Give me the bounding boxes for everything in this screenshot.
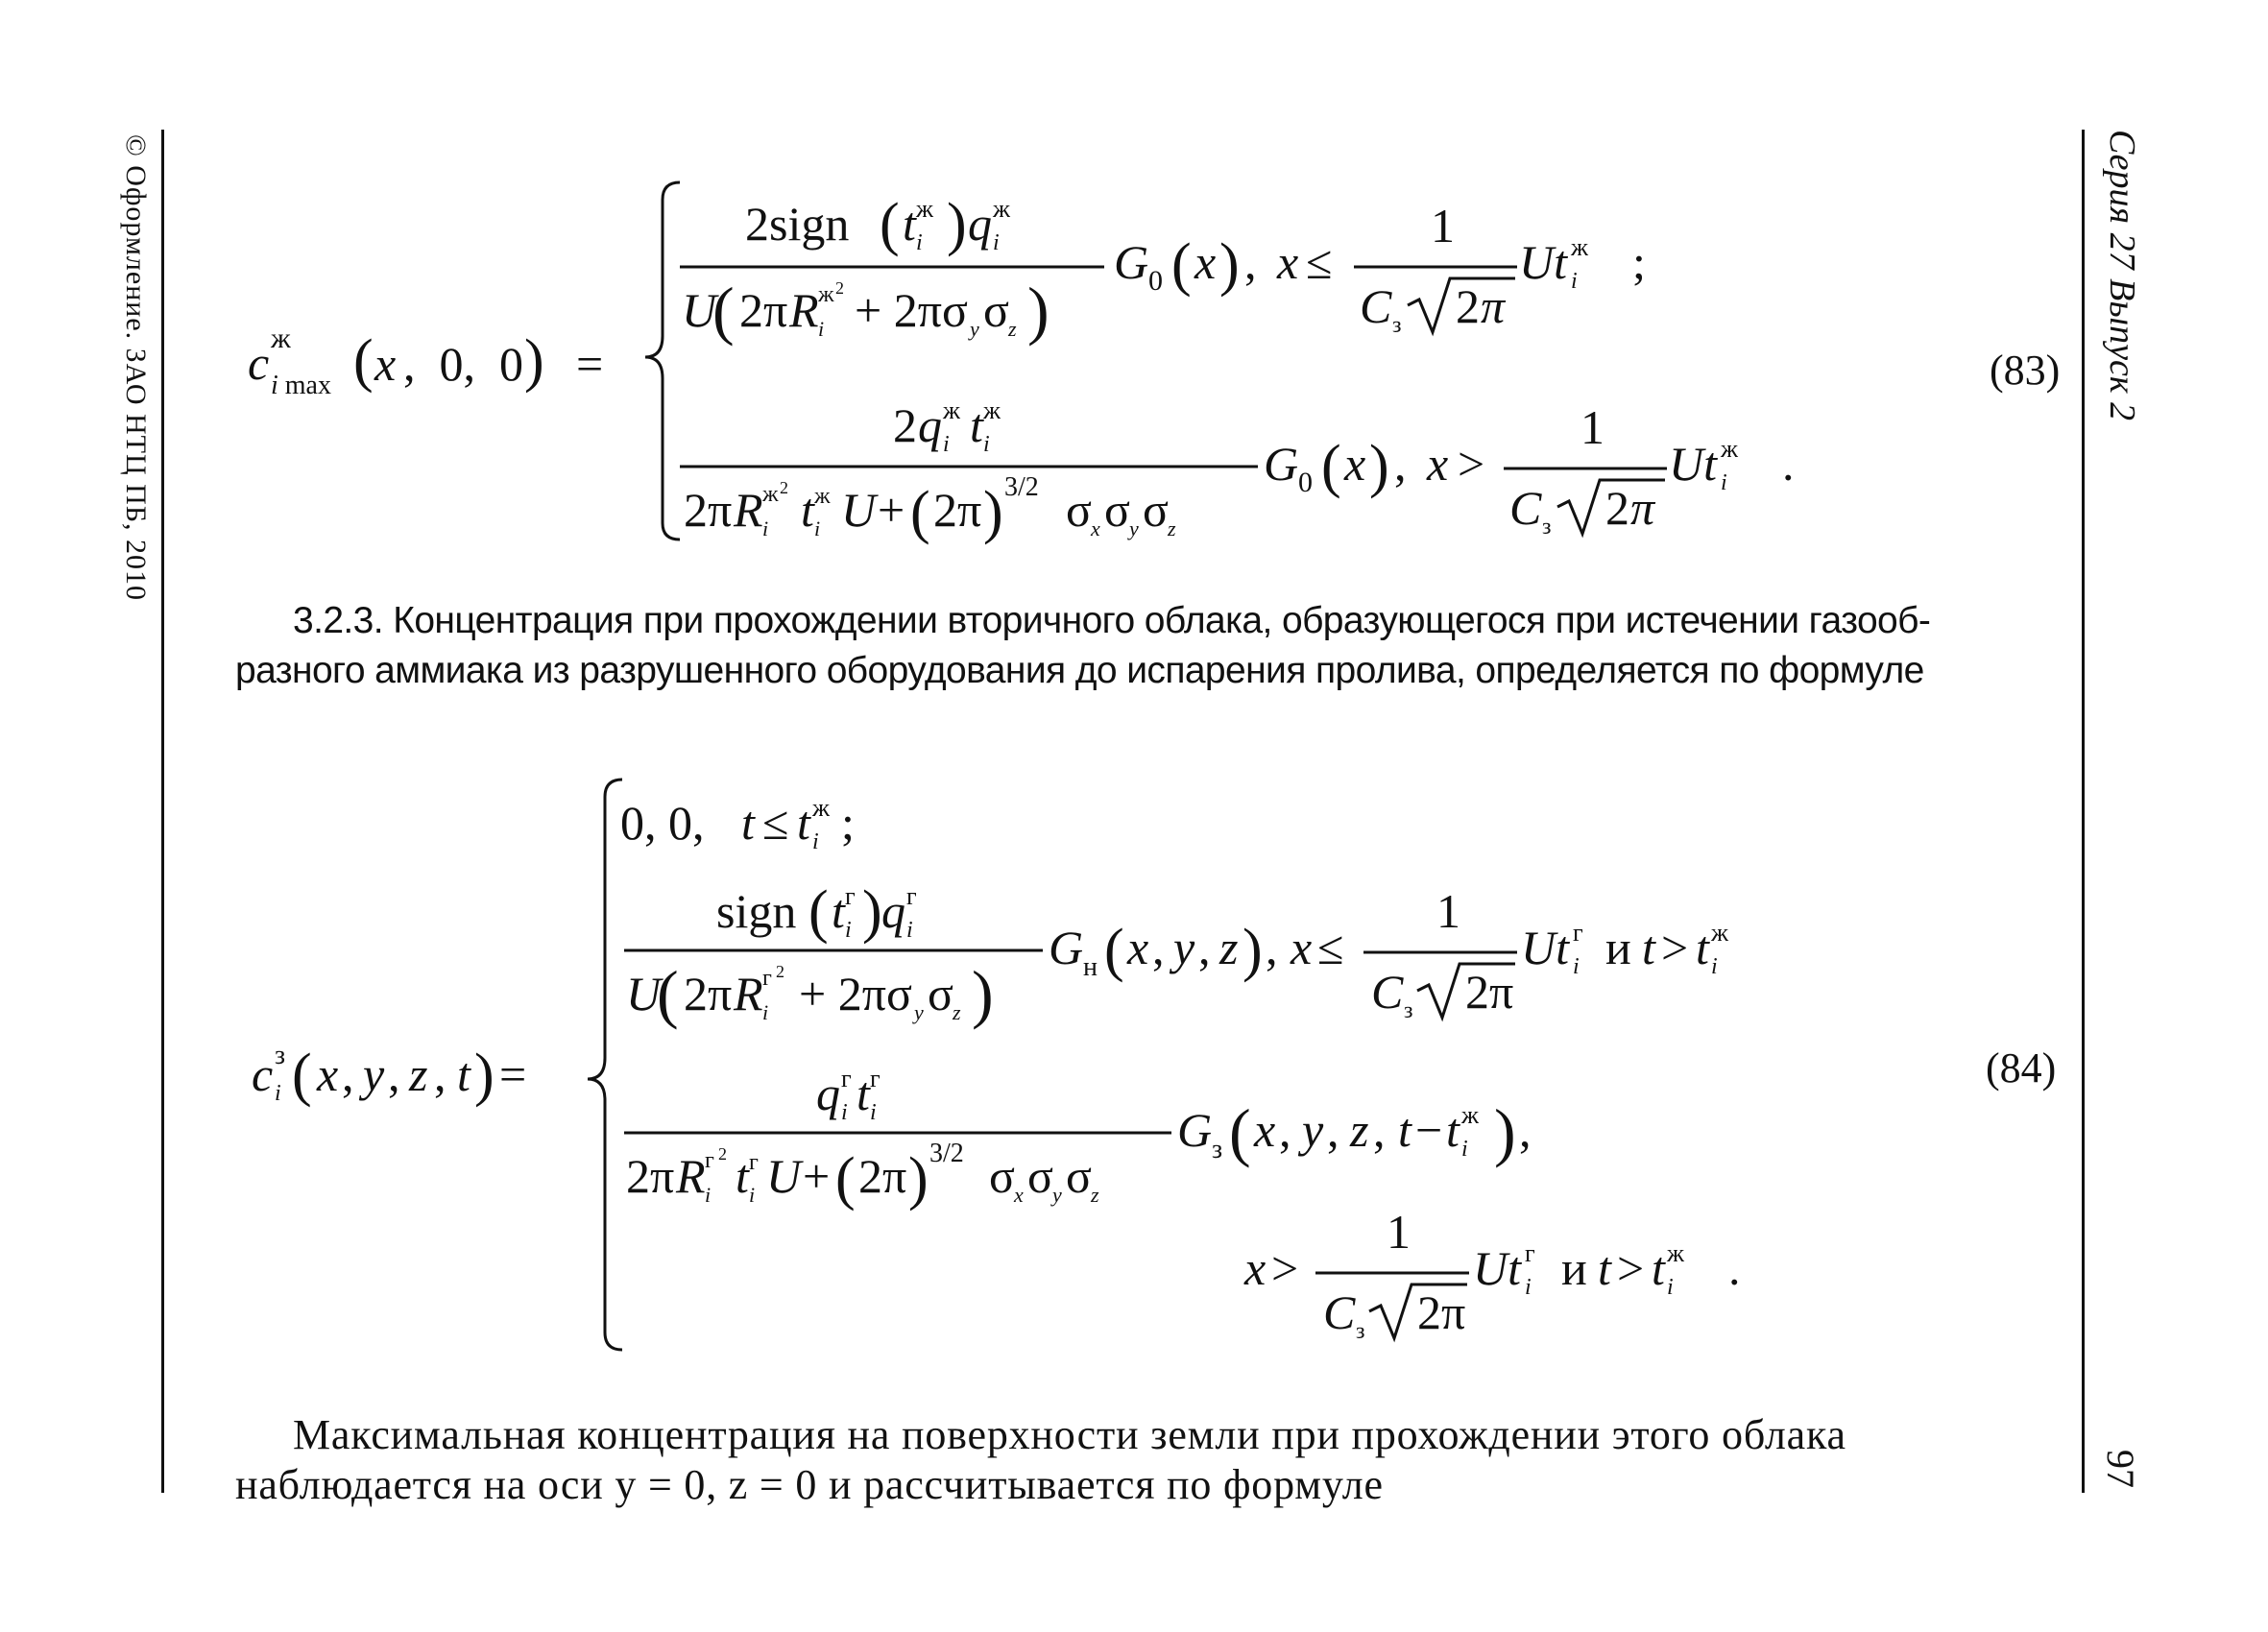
svg-text:Ut: Ut xyxy=(1669,437,1717,491)
svg-text:sign: sign xyxy=(716,884,797,938)
svg-text:t: t xyxy=(1398,1103,1411,1157)
svg-text:C: C xyxy=(1360,279,1392,333)
equation-83 xyxy=(0,144,2064,566)
svg-text:G: G xyxy=(1264,437,1299,491)
svg-text:i: i xyxy=(841,1100,848,1125)
svg-text:G: G xyxy=(1114,235,1149,289)
svg-text:z: z xyxy=(953,1000,961,1024)
svg-text:(: ( xyxy=(292,1043,312,1108)
svg-text:2π: 2π xyxy=(684,967,733,1020)
svg-text:z: z xyxy=(1168,516,1176,540)
svg-text:3/2: 3/2 xyxy=(1004,472,1039,502)
svg-text:,: , xyxy=(1373,1103,1386,1157)
svg-text:): ) xyxy=(947,192,967,257)
svg-text:x: x xyxy=(1427,437,1449,491)
svg-text:=: = xyxy=(576,337,604,391)
svg-text:2π: 2π xyxy=(1465,965,1514,1019)
svg-text:ж: ж xyxy=(1571,233,1588,261)
svg-text:ж: ж xyxy=(943,396,960,424)
svg-text:г: г xyxy=(762,966,772,991)
svg-text:(: ( xyxy=(712,274,735,347)
svg-text:): ) xyxy=(1243,918,1263,983)
svg-text:y: y xyxy=(1052,1183,1062,1207)
svg-text:R: R xyxy=(734,967,763,1020)
svg-text:г: г xyxy=(749,1150,759,1175)
svg-text:t: t xyxy=(1446,1103,1460,1157)
svg-text:i: i xyxy=(762,516,769,540)
svg-text:i: i xyxy=(818,317,825,341)
svg-text:и: и xyxy=(1561,1241,1587,1295)
svg-text:i: i xyxy=(916,230,923,255)
svg-text:.: . xyxy=(1782,437,1795,491)
svg-text:,: , xyxy=(388,1047,400,1101)
svg-text:): ) xyxy=(1027,274,1050,347)
svg-text:Ut: Ut xyxy=(1473,1241,1521,1295)
svg-text:,: , xyxy=(1519,1103,1532,1157)
svg-text:U: U xyxy=(841,483,877,537)
svg-text:г: г xyxy=(906,882,917,910)
svg-text:x: x xyxy=(1291,921,1313,974)
svg-text:0: 0 xyxy=(1148,265,1163,297)
svg-text:y: y xyxy=(1129,516,1139,540)
svg-text:>: > xyxy=(1617,1241,1645,1295)
svg-text:2π: 2π xyxy=(739,283,788,337)
svg-text:,: , xyxy=(434,1047,446,1101)
svg-text:ж: ж xyxy=(1667,1239,1684,1267)
right-margin-rule xyxy=(2082,130,2085,1493)
svg-text:н: н xyxy=(1083,952,1098,982)
svg-text:y: y xyxy=(1173,921,1195,974)
svg-text:2sign: 2sign xyxy=(745,197,850,251)
page-number: 97 xyxy=(2099,1450,2142,1488)
svg-text:2: 2 xyxy=(1456,279,1480,333)
svg-text:2π: 2π xyxy=(858,1149,907,1203)
svg-text:σ: σ xyxy=(1066,1149,1092,1203)
svg-text:z: z xyxy=(1091,1183,1099,1207)
svg-text:t: t xyxy=(797,796,810,850)
svg-text:−: − xyxy=(1415,1103,1443,1157)
svg-text:z: z xyxy=(409,1047,428,1101)
svg-text:t: t xyxy=(741,796,755,850)
svg-text:t: t xyxy=(801,483,814,537)
svg-text:U: U xyxy=(626,967,662,1020)
svg-text:σ: σ xyxy=(1066,483,1092,537)
svg-text:): ) xyxy=(908,1146,929,1212)
svg-text:≤: ≤ xyxy=(1317,921,1344,974)
svg-text:ж: ж xyxy=(916,195,933,223)
svg-text:z: z xyxy=(1219,921,1239,974)
svg-text:г: г xyxy=(705,1148,714,1173)
svg-text:i: i xyxy=(1571,269,1578,294)
svg-text:,: , xyxy=(1327,1103,1339,1157)
svg-text:t: t xyxy=(1598,1241,1611,1295)
svg-text:): ) xyxy=(1494,1095,1516,1168)
svg-text:2π: 2π xyxy=(1417,1285,1466,1339)
svg-text:(: ( xyxy=(657,957,679,1030)
svg-text:i: i xyxy=(814,516,821,540)
svg-text:Ut: Ut xyxy=(1521,921,1569,974)
svg-text:0, 0,: 0, 0, xyxy=(620,796,729,850)
svg-text:c: c xyxy=(252,1047,274,1101)
svg-text:(: ( xyxy=(353,328,374,394)
svg-text:i: i xyxy=(1721,470,1727,495)
svg-text:σ: σ xyxy=(989,1149,1015,1203)
svg-text:;: ; xyxy=(841,796,855,850)
svg-text:=: = xyxy=(499,1047,527,1101)
equation-84-number: (84) xyxy=(1986,1044,2057,1092)
svg-text:2: 2 xyxy=(893,398,917,452)
svg-text:G: G xyxy=(1049,921,1084,974)
svg-text:): ) xyxy=(972,957,994,1030)
svg-text:г: г xyxy=(870,1065,881,1092)
equation-83-number: (83) xyxy=(1990,347,2061,394)
svg-text:x: x xyxy=(1244,1241,1267,1295)
svg-text:з: з xyxy=(1356,1319,1365,1344)
svg-text:q: q xyxy=(968,197,992,251)
svg-text:q: q xyxy=(918,398,942,452)
svg-text:i: i xyxy=(1573,954,1580,979)
svg-text:2π: 2π xyxy=(684,483,733,537)
svg-text:t: t xyxy=(857,1067,870,1120)
svg-text:2: 2 xyxy=(1605,481,1629,535)
svg-text:,: , xyxy=(1244,235,1281,289)
svg-text:1: 1 xyxy=(1431,199,1455,252)
svg-text:C: C xyxy=(1323,1285,1356,1339)
svg-text:t: t xyxy=(970,398,983,452)
svg-text:x: x xyxy=(1344,437,1366,491)
svg-text:;: ; xyxy=(1632,235,1646,289)
svg-text:i: i xyxy=(705,1183,712,1207)
svg-text:г: г xyxy=(845,882,856,910)
closing-paragraph-line-2: наблюдается на оси y = 0, z = 0 и рассчитывается по формуле xyxy=(235,1461,1384,1508)
svg-text:ж: ж xyxy=(818,282,834,307)
svg-text:R: R xyxy=(734,483,763,537)
svg-text:): ) xyxy=(524,328,544,394)
svg-text:i: i xyxy=(993,230,1000,255)
svg-text:,: , xyxy=(1266,921,1278,974)
svg-text:y: y xyxy=(363,1047,385,1101)
svg-text:i: i xyxy=(812,829,819,854)
svg-text:y: y xyxy=(914,1000,924,1024)
svg-text:2: 2 xyxy=(718,1144,727,1164)
svg-text:i max: i max xyxy=(271,371,331,400)
svg-text:(: ( xyxy=(880,192,900,257)
svg-text:t: t xyxy=(1642,921,1655,974)
svg-text:(: ( xyxy=(1229,1095,1251,1168)
svg-text:U: U xyxy=(682,283,717,337)
svg-text:z: z xyxy=(1350,1103,1369,1157)
svg-text:1: 1 xyxy=(1436,884,1460,938)
svg-text:(: ( xyxy=(835,1146,856,1212)
svg-text:г: г xyxy=(841,1065,852,1092)
svg-text:>: > xyxy=(1661,921,1689,974)
svg-text:2: 2 xyxy=(776,962,784,981)
equation-84 xyxy=(0,758,2064,1373)
svg-text:i: i xyxy=(906,918,913,943)
svg-text:t: t xyxy=(903,197,916,251)
svg-text:г: г xyxy=(1525,1239,1535,1267)
svg-text:ж: ж xyxy=(271,323,291,354)
svg-text:и: и xyxy=(1605,921,1631,974)
svg-text:σ: σ xyxy=(1027,1149,1053,1203)
svg-text:+: + xyxy=(803,1149,831,1203)
svg-text:i: i xyxy=(1711,954,1718,979)
svg-text:π: π xyxy=(1630,481,1655,535)
svg-text:з: з xyxy=(275,1041,286,1070)
svg-text:(: ( xyxy=(910,480,930,545)
svg-text:i: i xyxy=(983,432,990,457)
svg-text:1: 1 xyxy=(1387,1205,1411,1259)
svg-text:z: z xyxy=(1008,317,1017,341)
svg-text:2π: 2π xyxy=(626,1149,675,1203)
svg-text:G: G xyxy=(1177,1103,1213,1157)
svg-text:+: + xyxy=(878,483,905,537)
svg-text:з: з xyxy=(1212,1135,1223,1164)
svg-text:x: x xyxy=(1277,235,1299,289)
svg-text:з: з xyxy=(1542,515,1552,540)
svg-text:R: R xyxy=(676,1149,706,1203)
svg-text:,: , xyxy=(1394,437,1431,491)
svg-text:3/2: 3/2 xyxy=(929,1139,964,1168)
svg-text:): ) xyxy=(474,1043,495,1108)
svg-text:t: t xyxy=(1696,921,1709,974)
svg-text:): ) xyxy=(1219,232,1240,298)
svg-text:+ 2πσ: + 2πσ xyxy=(799,967,912,1020)
svg-text:ж: ж xyxy=(1461,1101,1479,1129)
svg-text:г: г xyxy=(1573,919,1583,947)
svg-text:(: ( xyxy=(1321,434,1341,499)
svg-text:q: q xyxy=(881,884,905,938)
svg-text:≤: ≤ xyxy=(1306,235,1333,289)
svg-text:i: i xyxy=(1461,1137,1468,1162)
svg-text:i: i xyxy=(845,918,852,943)
svg-text:i: i xyxy=(275,1081,281,1106)
svg-text:C: C xyxy=(1371,965,1404,1019)
copyright-note: © Оформление. ЗАО НТЦ ПБ, 2010 xyxy=(120,134,152,602)
svg-text:, 0, 0: , 0, 0 xyxy=(403,337,523,391)
svg-text:1: 1 xyxy=(1580,400,1604,454)
svg-text:x: x xyxy=(1091,516,1100,540)
svg-text:ж: ж xyxy=(993,195,1010,223)
svg-text:t: t xyxy=(832,884,845,938)
svg-text:ж: ж xyxy=(983,396,1001,424)
svg-text:x: x xyxy=(317,1047,339,1101)
svg-text:i: i xyxy=(1525,1275,1532,1300)
svg-text:0: 0 xyxy=(1298,467,1313,498)
section-3-2-3-line-2: разного аммиака из разрушенного оборудования до испарения пролива, определяется по формуле xyxy=(235,650,1924,691)
svg-text:σ: σ xyxy=(1143,483,1169,537)
svg-text:x: x xyxy=(1254,1103,1276,1157)
svg-text:t: t xyxy=(457,1047,470,1101)
svg-text:y: y xyxy=(970,317,979,341)
svg-text:t: t xyxy=(1652,1241,1665,1295)
svg-text:σ: σ xyxy=(928,967,953,1020)
svg-text:i: i xyxy=(749,1183,756,1207)
svg-text:i: i xyxy=(1667,1275,1674,1300)
svg-text:π: π xyxy=(1481,279,1506,333)
svg-text:.: . xyxy=(1728,1241,1741,1295)
svg-text:≤: ≤ xyxy=(762,796,789,850)
svg-text:σ: σ xyxy=(1104,483,1130,537)
svg-text:ж: ж xyxy=(762,482,779,507)
svg-text:q: q xyxy=(816,1067,840,1120)
svg-text:(: ( xyxy=(1104,918,1124,983)
svg-text:x: x xyxy=(1014,1183,1024,1207)
svg-text:>: > xyxy=(1458,437,1485,491)
svg-text:ж: ж xyxy=(814,484,831,509)
svg-text:C: C xyxy=(1509,481,1542,535)
svg-text:x: x xyxy=(1127,921,1149,974)
svg-text:x: x xyxy=(1194,235,1217,289)
svg-text:2: 2 xyxy=(835,278,844,298)
svg-text:ж: ж xyxy=(1711,919,1728,947)
svg-text:+ 2πσ: + 2πσ xyxy=(855,283,968,337)
svg-text:,: , xyxy=(342,1047,354,1101)
svg-text:Ut: Ut xyxy=(1519,235,1567,289)
svg-text:i: i xyxy=(870,1100,877,1125)
svg-text:,: , xyxy=(1152,921,1165,974)
svg-text:): ) xyxy=(983,480,1003,545)
svg-text:): ) xyxy=(862,879,882,945)
svg-text:з: з xyxy=(1392,313,1402,338)
svg-text:2: 2 xyxy=(780,478,788,497)
svg-text:U: U xyxy=(766,1149,802,1203)
closing-paragraph-line-1: Максимальная концентрация на поверхности земли при прохождении этого облака xyxy=(293,1411,1846,1458)
svg-text:c: c xyxy=(248,336,270,390)
svg-text:x: x xyxy=(374,337,397,391)
svg-text:): ) xyxy=(1369,434,1389,499)
section-3-2-3-line-1: 3.2.3. Концентрация при прохождении вторичного облака, образующегося при истечении газооб- xyxy=(293,600,1931,641)
svg-text:t: t xyxy=(736,1149,749,1203)
series-header: Серия 27 Выпуск 2 xyxy=(2102,130,2142,421)
svg-text:2π: 2π xyxy=(933,483,982,537)
svg-text:,: , xyxy=(1198,921,1211,974)
svg-text:(: ( xyxy=(1171,232,1192,298)
svg-text:ж: ж xyxy=(812,794,830,822)
svg-text:,: , xyxy=(1279,1103,1291,1157)
svg-text:R: R xyxy=(789,283,819,337)
svg-text:i: i xyxy=(943,432,950,457)
svg-text:(: ( xyxy=(808,879,829,945)
svg-text:y: y xyxy=(1302,1103,1324,1157)
svg-text:з: з xyxy=(1404,998,1413,1023)
svg-text:>: > xyxy=(1271,1241,1299,1295)
svg-text:i: i xyxy=(762,1000,769,1024)
svg-text:ж: ж xyxy=(1721,435,1738,463)
svg-text:σ: σ xyxy=(983,283,1009,337)
